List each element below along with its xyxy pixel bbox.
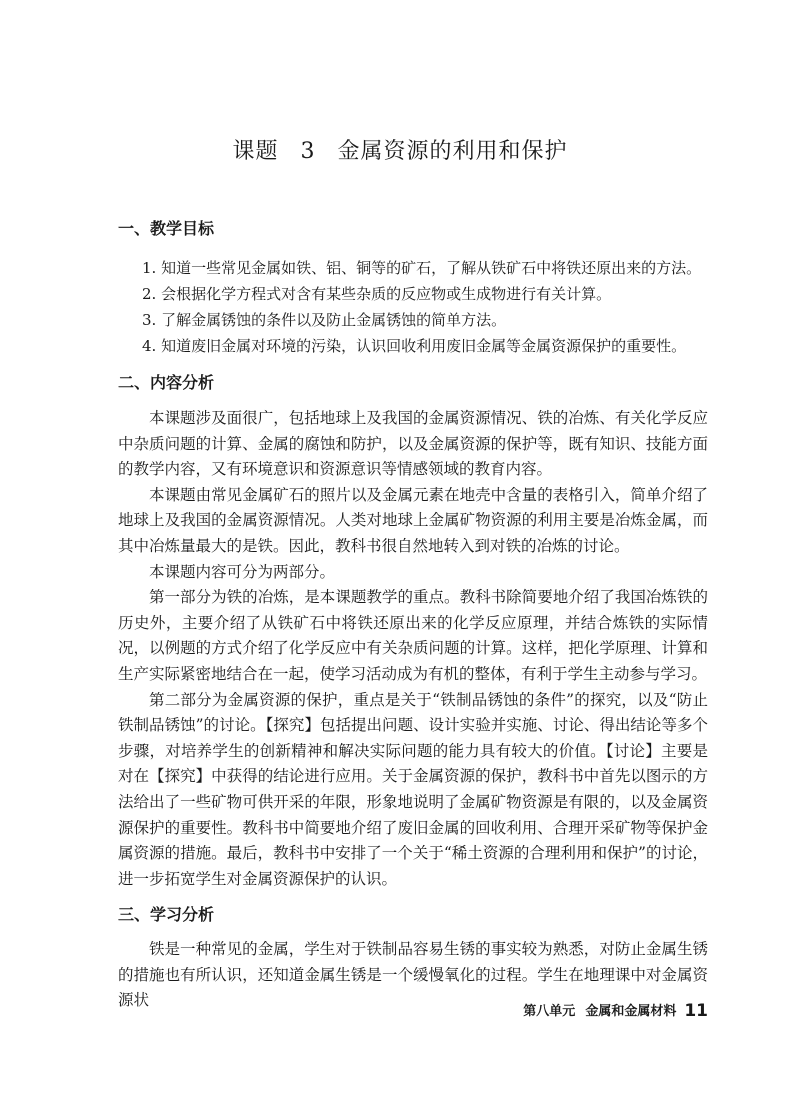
- footer-unit: 第八单元: [523, 1004, 576, 1019]
- objective-item: 2. 会根据化学方程式对含有某些杂质的反应物或生成物进行有关计算。: [142, 285, 612, 303]
- objective-item: 4. 知道废旧金属对环境的污染，认识回收利用废旧金属等金属资源保护的重要性。: [142, 337, 687, 355]
- paragraph: 本课题由常见金属矿石的照片以及金属元素在地壳中含量的表格引入，简单介绍了地球上及我国的金属资源情况。人类对地球上金属矿物资源的利用主要是冶炼金属，而其中冶炼量最大的是铁。因此，教科书很自然地转入到对铁的冶炼的讨论。: [118, 485, 708, 555]
- paragraph: 本课题内容可分为两部分。: [149, 562, 336, 581]
- section-heading-content-analysis: 二、内容分析: [118, 373, 215, 392]
- objective-item: 3. 了解金属锈蚀的条件以及防止金属锈蚀的简单方法。: [142, 311, 507, 329]
- objective-item: 1. 知道一些常见金属如铁、铝、铜等的矿石，了解从铁矿石中将铁还原出来的方法。: [142, 259, 702, 277]
- paragraph: 铁是一种常见的金属，学生对于铁制品容易生锈的事实较为熟悉，对防止金属生锈的措施也有所认识，还知道金属生锈是一个缓慢氧化的过程。学生在地理课中对金属资源状: [118, 940, 708, 1010]
- section-heading-study-analysis: 三、学习分析: [118, 905, 215, 924]
- page-title: 课题 3 金属资源的利用和保护: [232, 139, 568, 164]
- footer-chapter: 金属和金属材料: [585, 1004, 677, 1019]
- paragraph: 本课题涉及面很广，包括地球上及我国的金属资源情况、铁的冶炼、有关化学反应中杂质问题的计算、金属的腐蚀和防护，以及金属资源的保护等，既有知识、技能方面的教学内容，又有环境意识和资源意识等情感领域的教育内容。: [118, 409, 708, 479]
- paragraph: 第二部分为金属资源的保护，重点是关于“铁制品锈蚀的条件”的探究，以及“防止铁制品锈蚀”的讨论。【探究】包括提出问题、设计实验并实施、讨论、得出结论等多个步骤，对培养学生的创新精神和解决实际问题的能力具有较大的价值。【讨论】主要是对在【探究】中获得的结论进行应用。关于金属资源的保护，教科书中首先以图示的方法给出了一些矿物可供开采的年限，形象地说明了金属矿物资源是有限的，以及金属资源保护的重要性。教科书中简要地介绍了废旧金属的回收利用、合理开采矿物等保护金属资源的措施。最后，教科书中安排了一个关于“稀土资源的合理利用和保护”的讨论，进一步拓宽学生对金属资源保护的认识。: [118, 690, 708, 888]
- paragraph: 第一部分为铁的冶炼，是本课题教学的重点。教科书除简要地介绍了我国冶炼铁的历史外，主要介绍了从铁矿石中将铁还原出来的化学反应原理，并结合炼铁的实际情况，以例题的方式介绍了化学反应中有关杂质问题的计算。这样，把化学原理、计算和生产实际紧密地结合在一起，使学习活动成为有机的整体，有利于学生主动参与学习。: [118, 588, 708, 683]
- content-analysis-body: [118, 406, 708, 892]
- objectives-list: [142, 255, 742, 359]
- page-number: 11: [684, 1001, 708, 1021]
- page-footer: [523, 1000, 708, 1023]
- section-heading-objectives: 一、教学目标: [118, 219, 215, 238]
